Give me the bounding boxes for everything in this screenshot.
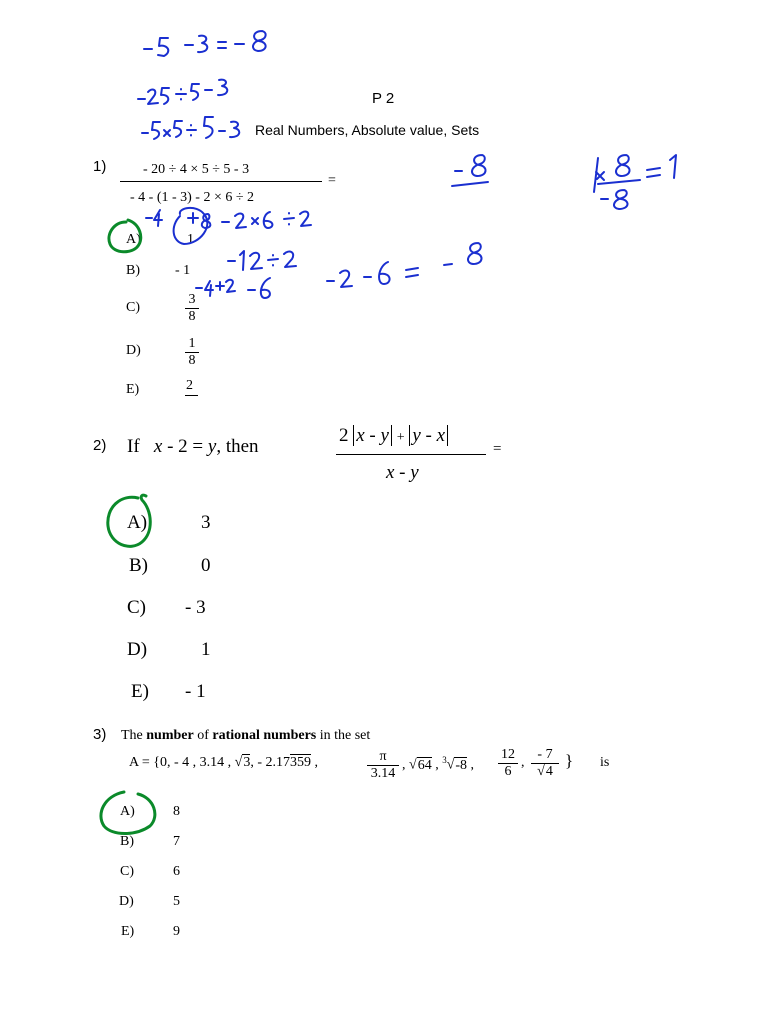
then-word: , then (216, 436, 259, 457)
fraction-numerator: π (379, 749, 387, 764)
hw-stroke (152, 122, 160, 139)
question-number: 1) (93, 158, 107, 175)
option-letter: E) (131, 681, 149, 702)
fraction-denominator: √4 (531, 763, 559, 780)
hw-stroke (146, 210, 162, 226)
cube-root-value: -8 (455, 757, 468, 773)
hw-stroke (379, 262, 390, 284)
hw-stroke (406, 268, 418, 277)
hw-stroke (158, 38, 168, 56)
hw-stroke (191, 84, 199, 100)
hw-stroke (218, 80, 227, 95)
option-letter: B) (120, 834, 134, 849)
hw-stroke (300, 211, 311, 226)
repeating-digits: 359 (289, 755, 311, 770)
hw-stroke (670, 155, 676, 178)
stem-text: in the set (319, 728, 371, 743)
option-letter: B) (126, 263, 140, 278)
hw-stroke (218, 42, 226, 48)
hw-stroke (594, 158, 598, 192)
hw-stroke (264, 212, 273, 228)
stem-bold: number (146, 728, 194, 743)
hw-stroke (468, 243, 482, 264)
option-letter: E) (126, 382, 140, 397)
plus-sign: + (396, 430, 405, 445)
fraction-denominator: 6 (498, 763, 518, 780)
variable-y: y (207, 436, 217, 457)
option-letter: A) (120, 804, 135, 819)
option-value: 7 (173, 834, 180, 849)
stem-text: of (197, 728, 209, 743)
option-value: 3 (201, 512, 211, 533)
set-open: A = {0, - 4 , 3.14 , (129, 755, 232, 770)
hw-stroke (616, 155, 630, 176)
question-number: 2) (93, 437, 107, 454)
hw-stroke (340, 271, 352, 287)
fraction-numerator: 2 (186, 378, 193, 393)
minus-two: - 2 = (167, 436, 204, 457)
hw-stroke (235, 213, 246, 228)
absolute-value: y - x (409, 425, 448, 446)
equals-sign: = (493, 441, 502, 457)
equals-sign: = (328, 173, 336, 188)
comma: , (314, 755, 318, 770)
q1-denominator: - 4 - (1 - 3) - 2 × 6 ÷ 2 (130, 190, 255, 205)
stem-text: The (121, 728, 143, 743)
hw-stroke (198, 36, 207, 52)
fraction-denominator: 3.14 (367, 765, 399, 782)
fraction-numerator: - 7 (537, 747, 553, 762)
hw-stroke (188, 213, 198, 223)
sqrt-four: 4 (545, 764, 553, 779)
hw-stroke (268, 255, 278, 266)
hw-stroke (204, 117, 213, 138)
option-value: 1 (201, 639, 211, 660)
fraction-denominator: 8 (185, 308, 199, 325)
option-letter: D) (126, 343, 141, 358)
hw-stroke (284, 252, 296, 267)
option-value: 1 (187, 232, 194, 247)
set-expression: , √64 , $^3$√-8 , (402, 755, 475, 773)
hw-stroke (250, 253, 262, 269)
hw-stroke (240, 251, 244, 270)
repeating-decimal: , - 2.17 (250, 755, 290, 770)
hw-stroke (174, 121, 182, 137)
hw-stroke (216, 282, 224, 290)
hw-stroke (253, 31, 266, 51)
absolute-value: x - y (353, 425, 392, 446)
hw-stroke (444, 264, 452, 265)
hw-stroke (205, 281, 213, 296)
option-value: 9 (173, 924, 180, 939)
sqrt-sixty-four: 64 (417, 757, 432, 773)
hw-stroke (472, 155, 486, 176)
stem-bold: rational numbers (212, 728, 317, 743)
comma: , (521, 755, 525, 770)
option-letter: C) (127, 597, 146, 618)
answer-circle (101, 792, 155, 834)
option-letter: C) (120, 864, 134, 879)
option-value: 5 (173, 894, 180, 909)
sqrt-three: 3 (243, 755, 251, 770)
option-letter: C) (126, 300, 140, 315)
option-value: 8 (173, 804, 180, 819)
hw-stroke (161, 88, 169, 104)
hw-stroke (252, 218, 258, 224)
set-expression: A = {0, - 4 , 3.14 , √3, - 2.17359 , (129, 755, 318, 770)
hw-stroke (164, 130, 170, 136)
option-value: 6 (173, 864, 180, 879)
hw-stroke (452, 182, 488, 186)
hw-stroke (261, 278, 270, 298)
hw-stroke (284, 213, 294, 225)
set-close: } (565, 751, 574, 770)
root-index: 3 (442, 755, 447, 765)
option-letter: A) (126, 232, 141, 247)
option-letter: D) (127, 639, 148, 660)
page-title: Real Numbers, Absolute value, Sets (255, 122, 480, 138)
hw-stroke (230, 122, 239, 137)
answer-circle (109, 220, 141, 252)
option-letter: B) (129, 555, 148, 576)
hw-stroke (226, 280, 235, 292)
option-letter: A) (127, 512, 148, 533)
option-letter: D) (119, 894, 134, 909)
fraction-numerator: 1 (188, 336, 196, 351)
q2-denominator: x - y (386, 462, 419, 483)
option-value: - 1 (175, 263, 191, 278)
hw-stroke (176, 89, 186, 100)
fraction-numerator: 3 (188, 292, 196, 307)
answer-circle (108, 495, 150, 546)
variable-x: x (153, 436, 163, 457)
question-number: 3) (93, 726, 107, 743)
hw-stroke (647, 168, 660, 177)
q1-numerator: - 20 ÷ 4 × 5 ÷ 5 - 3 (143, 162, 250, 177)
option-value: - 1 (185, 681, 206, 702)
if-word: If (127, 436, 140, 457)
hw-stroke (148, 89, 158, 104)
fraction-numerator: 12 (501, 747, 515, 762)
is-word: is (600, 755, 610, 770)
option-letter: E) (121, 924, 135, 939)
hw-stroke (187, 125, 196, 136)
option-value: 0 (201, 555, 211, 576)
page-number: P 2 (372, 90, 395, 107)
hw-stroke (614, 190, 628, 209)
option-value: - 3 (185, 597, 206, 618)
fraction-denominator: 8 (185, 352, 199, 369)
coefficient: 2 (339, 425, 349, 446)
